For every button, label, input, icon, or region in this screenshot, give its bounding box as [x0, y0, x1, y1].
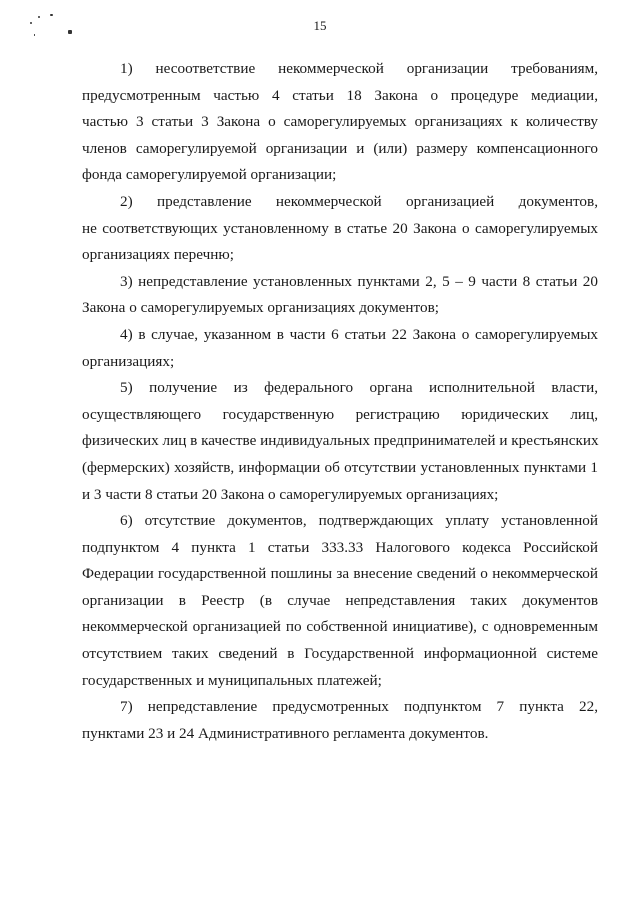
paragraph-line: (фермерских) хозяйств, информации об отсутствии установленных пунктами 1 [82, 458, 598, 476]
paragraph-item-2 [82, 189, 598, 269]
paragraph-line: членов саморегулируемой организации и (или) размеру компенсационного [82, 139, 598, 157]
paragraph-item-7 [82, 694, 598, 747]
paragraph-line: фонда саморегулируемой организации; [82, 166, 337, 184]
paragraph-line: 2) представление некоммерческой организацией документов, [120, 192, 598, 210]
paragraph-line: частью 3 статьи 3 Закона о саморегулируемых организациях к количеству [82, 113, 598, 131]
paragraph-line: 6) отсутствие документов, подтверждающих уплату установленной [120, 512, 598, 530]
paragraph-line: и 3 части 8 статьи 20 Закона о саморегулируемых организациях; [82, 485, 499, 503]
paragraph-line: предусмотренным частью 4 статьи 18 Закона о процедуре медиации, [82, 86, 598, 104]
paragraph-line: 3) непредставление установленных пунктами 2, 5 – 9 части 8 статьи 20 [120, 272, 598, 290]
paragraph-line: 1) несоответствие некоммерческой организации требованиям, [120, 60, 598, 77]
paragraph-line: 7) непредставление предусмотренных подпунктом 7 пункта 22, [120, 698, 598, 716]
paragraph-line: организациях; [82, 352, 175, 370]
paragraph-item-6 [82, 508, 598, 694]
paragraph-item-5 [82, 375, 598, 508]
paragraph-line: физических лиц в качестве индивидуальных предпринимателей и крестьянских [82, 432, 599, 450]
paragraph-line: осуществляющего государственную регистрацию юридических лиц, [82, 405, 598, 423]
paragraph-line: некоммерческой организацией по собственной инициативе), с одновременным [82, 618, 598, 636]
paragraph-item-3 [82, 269, 598, 322]
paragraph-line: подпунктом 4 пункта 1 статьи 333.33 Налогового кодекса Российской [82, 538, 598, 556]
paragraph-line: организациях перечню; [82, 246, 234, 264]
paragraph-line: отсутствием таких сведений в Государственной информационной системе [82, 645, 598, 663]
page-number: 15 [313, 18, 327, 33]
paragraph-line: пунктами 23 и 24 Административного регламента документов. [82, 724, 489, 742]
paragraph-line: Федерации государственной пошлины за внесение сведений о некоммерческой [82, 565, 598, 583]
paragraph-line: государственных и муниципальных платежей; [82, 671, 382, 689]
paragraph-line: организации в Реестр (в случае непредставления таких документов [82, 591, 598, 609]
document-body [82, 56, 598, 747]
paragraph-item-4 [82, 322, 598, 375]
paragraph-item-1 [82, 56, 598, 189]
paragraph-line: 4) в случае, указанном в части 6 статьи 22 Закона о саморегулируемых [120, 325, 598, 343]
paragraph-line: Закона о саморегулируемых организациях документов; [82, 299, 439, 317]
paragraph-line: 5) получение из федерального органа исполнительной власти, [120, 379, 598, 397]
paragraph-line: не соответствующих установленному в статье 20 Закона о саморегулируемых [82, 219, 598, 237]
